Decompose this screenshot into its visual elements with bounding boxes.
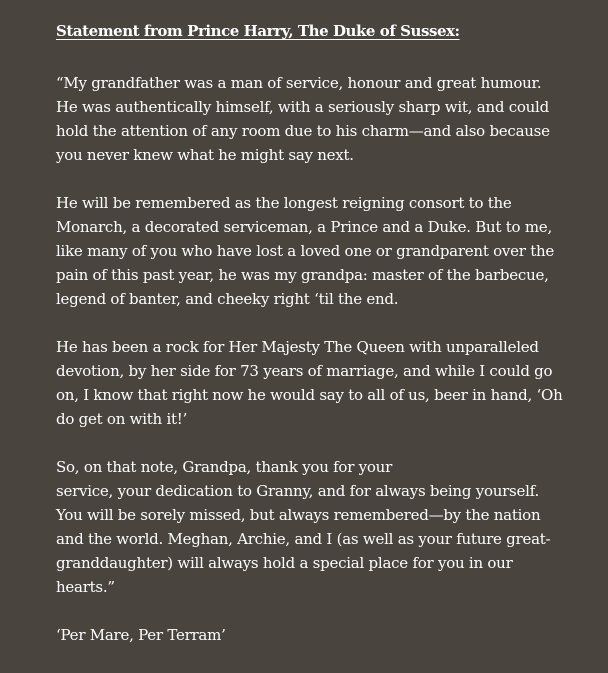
paragraph-line: So, on that note, Grandpa, thank you for your — [56, 458, 392, 476]
paragraph-line: do get on with it!’ — [56, 410, 188, 428]
paragraph-line: He will be remembered as the longest reigning consort to the — [56, 194, 512, 212]
paragraph-line: service, your dedication to Granny, and for always being yourself. — [56, 482, 539, 500]
paragraph-3 — [56, 335, 568, 431]
statement-heading: Statement from Prince Harry, The Duke of Sussex: — [56, 22, 460, 40]
paragraph-line: He has been a rock for Her Majesty The Queen with unparalleled — [56, 338, 539, 356]
paragraph-line: you never knew what he might say next. — [56, 146, 354, 164]
paragraph-line: legend of banter, and cheeky right ‘til the end. — [56, 290, 399, 308]
paragraph-line: He was authentically himself, with a seriously sharp wit, and could — [56, 98, 549, 116]
paragraph-line: “My grandfather was a man of service, honour and great humour. — [56, 74, 542, 92]
paragraph-line: like many of you who have lost a loved one or grandparent over the — [56, 242, 555, 260]
closing-motto: ‘Per Mare, Per Terram’ — [56, 626, 226, 644]
paragraph-line: granddaughter) will always hold a special place for you in our — [56, 554, 513, 572]
paragraph-2 — [56, 191, 568, 311]
paragraph-4 — [56, 455, 568, 599]
paragraph-line: hearts.” — [56, 578, 115, 596]
paragraph-line: on, I know that right now he would say to all of us, beer in hand, ‘Oh — [56, 386, 563, 404]
paragraph-line: hold the attention of any room due to his charm—and also because — [56, 122, 550, 140]
paragraph-line: Monarch, a decorated serviceman, a Prince and a Duke. But to me, — [56, 218, 552, 236]
paragraph-1 — [56, 71, 568, 167]
paragraph-line: You will be sorely missed, but always remembered—by the nation — [56, 506, 541, 524]
paragraph-line: pain of this past year, he was my grandpa: master of the barbecue, — [56, 266, 549, 284]
paragraph-line: and the world. Meghan, Archie, and I (as well as your future great- — [56, 530, 551, 548]
paragraph-line: devotion, by her side for 73 years of marriage, and while I could go — [56, 362, 553, 380]
